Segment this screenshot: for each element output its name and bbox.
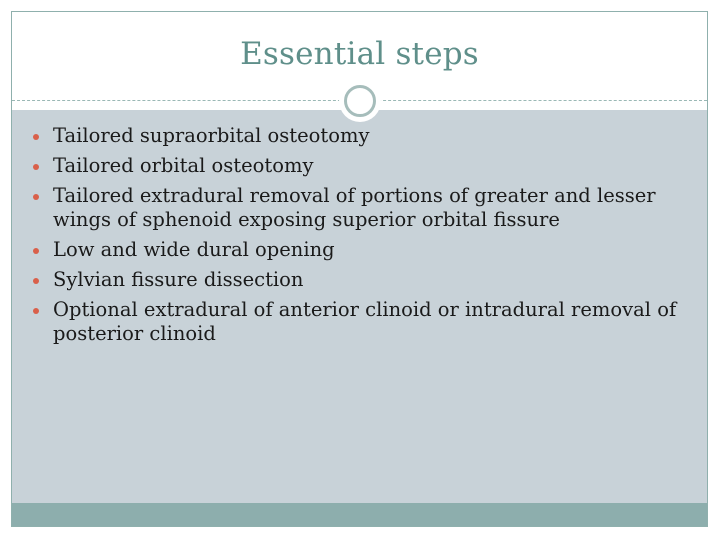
bullet-text: Tailored supraorbital osteotomy: [53, 124, 370, 147]
bullet-text: Low and wide dural opening: [53, 238, 335, 261]
bullet-text: Sylvian fissure dissection: [53, 268, 304, 291]
bullet-dot-icon: [33, 194, 39, 200]
footer-band: [12, 503, 707, 527]
bullet-text: Tailored extradural removal of portions of greater and lesser wings of sphenoid exposing superior orbital fissure: [53, 184, 656, 231]
slide-title: Essential steps: [240, 36, 479, 72]
bullet-text: Optional extradural of anterior clinoid or intradural removal of posterior clinoid: [53, 298, 677, 345]
circle-ring: [344, 85, 376, 117]
bullet-dot-icon: [33, 248, 39, 254]
bullet-item: [12, 298, 707, 346]
bullet-item: [12, 124, 707, 148]
bullet-item: [12, 154, 707, 178]
slide: [11, 11, 708, 527]
bullet-item: [12, 268, 707, 292]
bullet-dot-icon: [33, 164, 39, 170]
bullet-dot-icon: [33, 278, 39, 284]
bullet-dot-icon: [33, 308, 39, 314]
bullet-item: [12, 238, 707, 262]
circle-ornament-icon: [339, 80, 381, 122]
bullet-dot-icon: [33, 134, 39, 140]
bullet-item: [12, 184, 707, 232]
bullet-list: [12, 124, 707, 352]
bullet-text: Tailored orbital osteotomy: [53, 154, 314, 177]
